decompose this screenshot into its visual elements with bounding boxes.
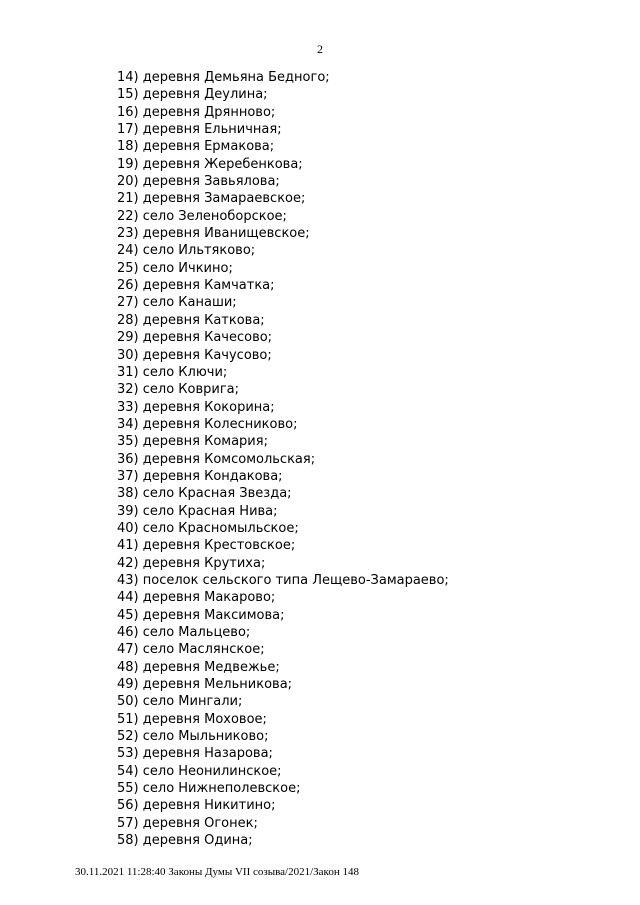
list-item: 42) деревня Крутиха; xyxy=(117,555,266,571)
list-item: 19) деревня Жеребенкова; xyxy=(117,156,303,172)
list-item: 36) деревня Комсомольская; xyxy=(117,451,316,467)
list-item: 55) село Нижнеполевское; xyxy=(117,781,301,797)
list-item: 57) деревня Огонек; xyxy=(117,815,258,831)
list-item: 48) деревня Медвежье; xyxy=(117,659,280,675)
list-item: 26) деревня Камчатка; xyxy=(117,278,275,294)
list-item: 15) деревня Деулина; xyxy=(117,87,268,103)
list-item: 58) деревня Одина; xyxy=(117,833,253,849)
document-footer: 30.11.2021 11:28:40 Законы Думы VII созыва/2021/Закон 148 xyxy=(75,866,359,878)
list-item: 40) село Красномыльское; xyxy=(117,520,299,536)
list-item: 44) деревня Макарово; xyxy=(117,590,276,606)
list-item: 52) село Мыльниково; xyxy=(117,729,269,745)
list-item: 46) село Мальцево; xyxy=(117,625,251,640)
page-number: 2 xyxy=(317,42,323,56)
list-item: 25) село Ичкино; xyxy=(117,260,233,276)
list-item: 20) деревня Завьялова; xyxy=(117,174,280,190)
list-item: 47) село Маслянское; xyxy=(117,642,265,658)
list-item: 33) деревня Кокорина; xyxy=(117,399,275,415)
list-item: 34) деревня Колесниково; xyxy=(117,416,298,432)
list-item: 24) село Ильтяково; xyxy=(117,243,256,259)
list-item: 54) село Неонилинское; xyxy=(117,763,282,779)
list-item: 17) деревня Ельничная; xyxy=(117,122,282,138)
list-item: 39) село Красная Нива; xyxy=(117,503,278,519)
list-item: 49) деревня Мельникова; xyxy=(117,677,293,693)
list-item: 45) деревня Максимова; xyxy=(117,607,285,623)
list-item: 16) деревня Дрянново; xyxy=(117,104,276,120)
list-item: 23) деревня Иванищевское; xyxy=(117,226,310,242)
list-item: 53) деревня Назарова; xyxy=(117,746,273,762)
settlement-list xyxy=(117,69,449,849)
list-item: 51) деревня Моховое; xyxy=(117,711,267,727)
list-item: 21) деревня Замараевское; xyxy=(117,191,306,207)
list-item: 30) деревня Качусово; xyxy=(117,347,272,363)
list-item: 37) деревня Кондакова; xyxy=(117,468,283,484)
list-item: 31) село Ключи; xyxy=(117,364,228,380)
list-item: 35) деревня Комария; xyxy=(117,434,268,450)
list-item: 18) деревня Ермакова; xyxy=(117,139,275,155)
list-item: 29) деревня Качесово; xyxy=(117,330,273,346)
list-item: 22) село Зеленоборское; xyxy=(117,208,287,224)
list-item: 43) поселок сельского типа Лещево-Замараево; xyxy=(117,572,449,588)
list-item: 14) деревня Демьяна Бедного; xyxy=(117,70,330,85)
list-item: 50) село Мингали; xyxy=(117,694,243,710)
list-item: 27) село Канаши; xyxy=(117,295,237,311)
list-item: 32) село Ковригa; xyxy=(117,382,240,398)
list-item: 28) деревня Каткова; xyxy=(117,312,265,328)
list-item: 56) деревня Никитино; xyxy=(117,798,276,814)
list-item: 41) деревня Крестовское; xyxy=(117,538,296,554)
list-item: 38) село Красная Звезда; xyxy=(117,486,292,502)
